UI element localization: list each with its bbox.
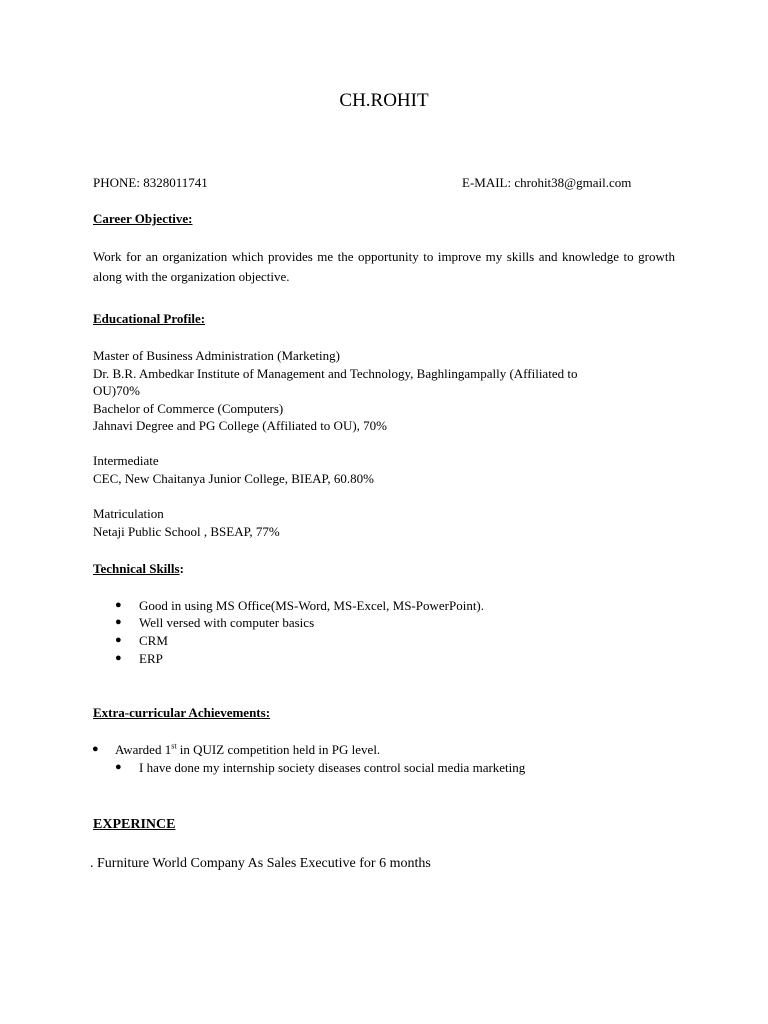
bullet-icon: ● (115, 652, 122, 664)
matriculation-detail: Netaji Public School , BSEAP, 77% (93, 524, 280, 539)
mba-college-line1: Dr. B.R. Ambedkar Institute of Management and Technology, Baghlingampally (Affiliated to (93, 366, 578, 381)
mba-college-line2: OU)70% (93, 383, 140, 398)
intermediate-detail: CEC, New Chaitanya Junior College, BIEAP, 60.80% (93, 471, 374, 486)
bullet-icon: ● (115, 616, 122, 628)
bullet-icon: ● (115, 761, 122, 773)
bcom-college: Jahnavi Degree and PG College (Affiliated to OU), 70% (93, 418, 387, 433)
skill-item: CRM (139, 633, 168, 648)
achievement-item: I have done my internship society diseases control social media marketing (139, 760, 526, 775)
technical-skills-heading-colon: : (179, 561, 184, 576)
career-objective-text: Work for an organization which provides me the opportunity to improve my skills and knowledge to growth along with the organization objective. (93, 249, 675, 284)
achievement-item-text: Awarded 1 (115, 742, 172, 757)
achievements-heading: Extra-curricular Achievements: (93, 705, 271, 720)
technical-skills-heading (93, 560, 184, 577)
experience-item: . Furniture World Company As Sales Executive for 6 months (90, 856, 431, 871)
mba-degree: Master of Business Administration (Marketing) (93, 348, 340, 363)
skill-item: Well versed with computer basics (139, 615, 315, 630)
resume-name: CH.ROHIT (339, 90, 429, 111)
experience-heading: EXPERINCE (93, 817, 176, 832)
bullet-icon: ● (92, 743, 99, 755)
intermediate-title: Intermediate (93, 453, 159, 468)
achievement-item (115, 741, 380, 758)
achievement-item-text: in QUIZ competition held in PG level. (176, 742, 381, 757)
bullet-icon: ● (115, 634, 122, 646)
email-text: E-MAIL: chrohit38@gmail.com (462, 175, 632, 190)
skill-item: ERP (139, 651, 163, 666)
skill-item: Good in using MS Office(MS-Word, MS-Excel, MS-PowerPoint). (139, 598, 485, 613)
technical-skills-heading-label: Technical Skills (93, 561, 180, 576)
phone-text: PHONE: 8328011741 (93, 175, 208, 190)
achievement-item-ordinal: st (171, 741, 177, 751)
educational-profile-heading: Educational Profile: (93, 311, 206, 326)
bullet-icon: ● (115, 599, 122, 611)
bcom-degree: Bachelor of Commerce (Computers) (93, 401, 284, 416)
career-objective-heading: Career Objective: (93, 211, 193, 226)
matriculation-title: Matriculation (93, 506, 164, 521)
